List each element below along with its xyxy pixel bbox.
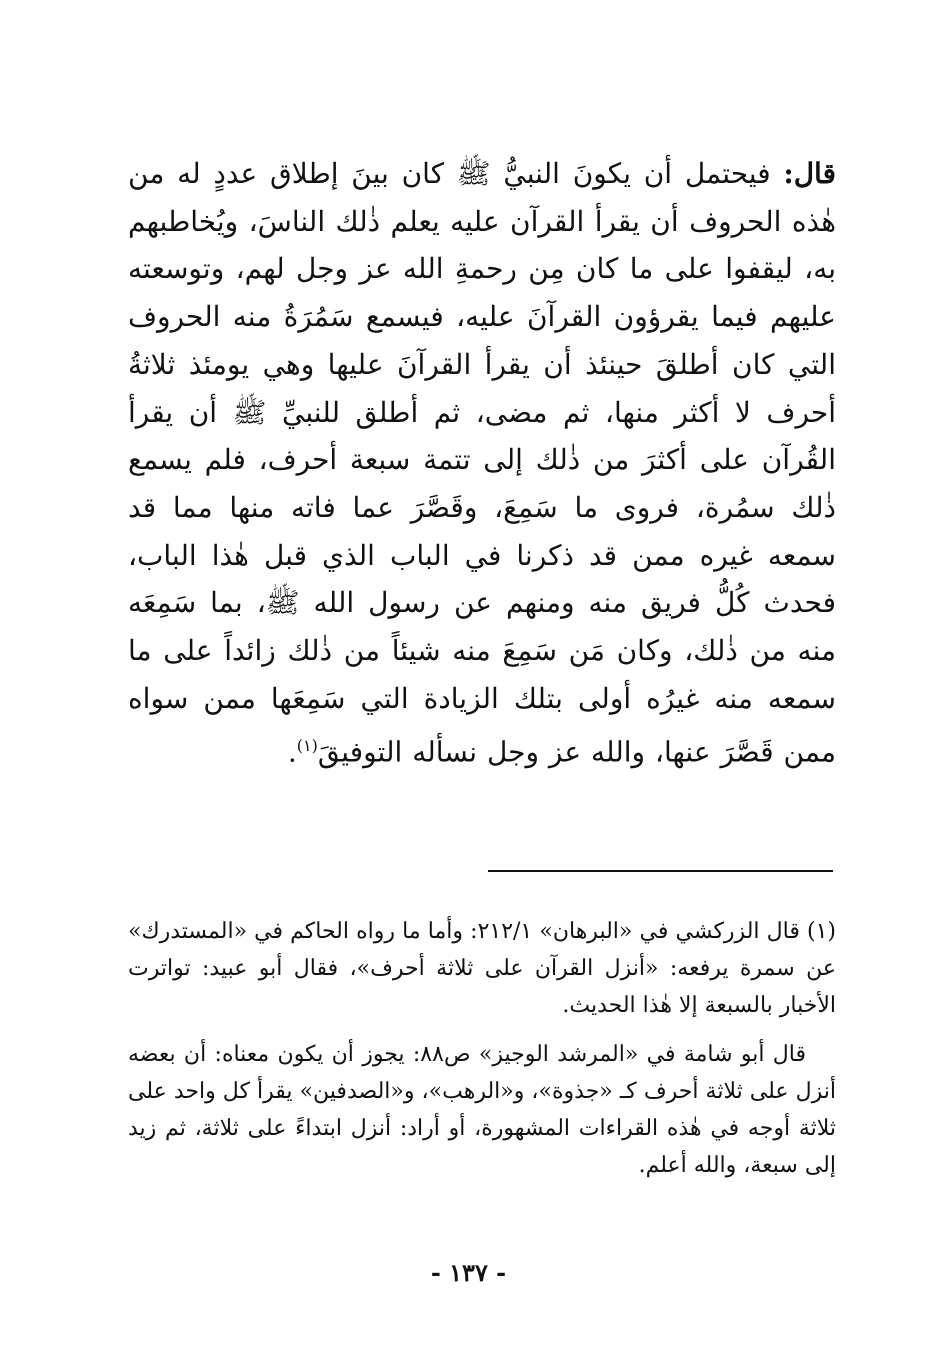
paragraph-text: فيحتمل أن يكونَ النبيُّ ﷺ كان بينَ إطلاق عددٍ له من هٰذه الحروف أن يقرأ القرآن عليه يعلم ذٰلك الناسَ، ويُخاطبهم به، ليقفوا على ما كان مِن رحمةِ الله عز وجل لهم، وتوسعته عليهم فيما يقرؤون القرآنَ عليه، فيسمع سَمُرَةُ منه الحروف التي كان أطلقَ حينئذ أن يقرأ القرآنَ عليها وهي يومئذ ثلاثةُ أحرف لا أكثر منها، ثم مضى، ثم أطلق للنبيِّ ﷺ أن يقرأ القُرآن على أكثرَ من ذٰلك إلى تتمة سبعة أحرف، فلم يسمع ذٰلك سمُرة، فروى ما سَمِعَ، وقَصَّرَ عما فاته منها مما قد سمعه غيره ممن قد ذكرنا في الباب الذي قبل هٰذا الباب، فحدث كُلُّ فريق منه ومنهم عن رسول الله ﷺ، بما سَمِعَه منه من ذٰلك، وكان مَن سَمِعَ منه شيئاً من ذٰلك زائداً على ما سمعه منه غيرُه أولى بتلك الزيادة التي سَمِعَها ممن سواه ممن قَصَّرَ عنها، والله عز وجل نسأله التوفيقَ — [128, 157, 836, 769]
footnote-reference: (١) — [296, 736, 318, 756]
lead-word: قال: — [783, 157, 836, 190]
footnote-divider — [488, 870, 833, 872]
main-text — [128, 150, 836, 776]
paragraph-end: . — [287, 735, 297, 769]
footnote-1: (١) قال الزركشي في «البرهان» ٢١٢/١: وأما ما رواه الحاكم في «المستدرك» عن سمرة يرفعه: «أنزل القرآن على ثلاثة أحرف»، فقال أبو عبيد: تواترت الأخبار بالسبعة إلا هٰذا الحديث. — [128, 919, 836, 1018]
page-number: - ١٣٧ - — [430, 1258, 507, 1287]
main-paragraph — [128, 150, 836, 776]
footnote-1-continued: قال أبو شامة في «المرشد الوجيز» ص٨٨: يجوز أن يكون معناه: أن بعضه أنزل على ثلاثة أحرف كـ «جذوة»، و«الرهب»، و«الصدفين» يقرأ كل واحد على ثلاثة أوجه في هٰذه القراءات المشهورة، أو أراد: أنزل ابتداءً على ثلاثة، ثم زيد إلى سبعة، والله أعلم. — [128, 1042, 836, 1178]
footnotes — [128, 913, 836, 1196]
